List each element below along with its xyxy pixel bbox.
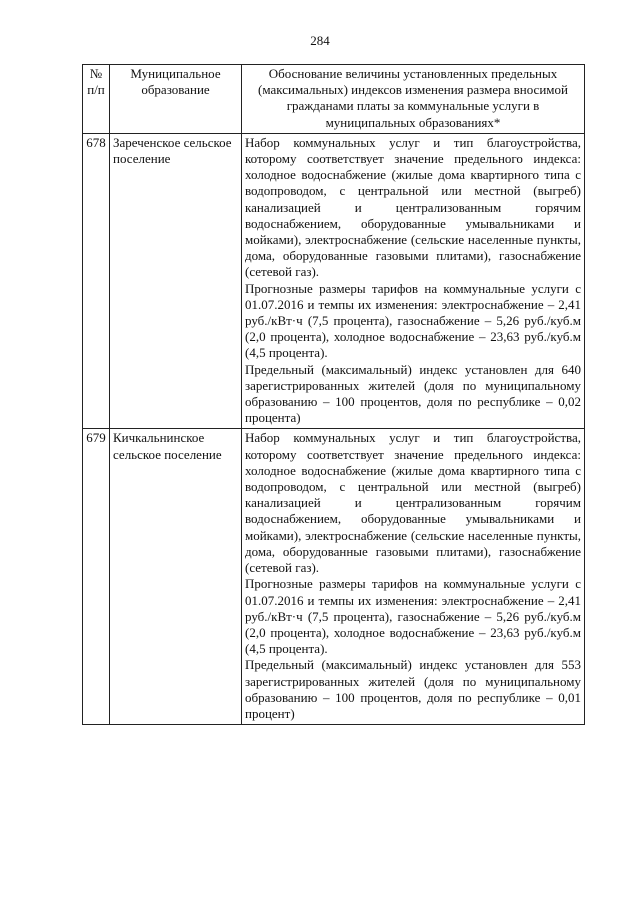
justification-cell: [242, 429, 585, 725]
justification-paragraph: Набор коммунальных услуг и тип благоустройства, которому соответствует значение предельного индекса: холодное водоснабжение (жилые дома квартирного типа с водопроводом, с центральной или местной (выгреб) канализацией и централизованным горячим водоснабжением, оборудованные умывальниками и мойками), электроснабжение (сельские населенные пункты, дома, оборудованные газовыми плитами), газоснабжение (сетевой газ).: [245, 430, 581, 576]
table-header: [83, 65, 585, 134]
row-number: 679: [83, 429, 110, 725]
page-number: 284: [310, 33, 330, 48]
header-row: [83, 65, 585, 134]
column-header-municipality: Муниципальное образование: [110, 65, 242, 134]
table-row: [83, 429, 585, 725]
justification-paragraph: Прогнозные размеры тарифов на коммунальные услуги с 01.07.2016 и темпы их изменения: электроснабжение – 2,41 руб./кВт·ч (7,5 процента), газоснабжение – 5,26 руб./куб.м (2,0 процента), холодное водоснабжение – 23,63 руб./куб.м (4,5 процента).: [245, 576, 581, 657]
justification-paragraph: Прогнозные размеры тарифов на коммунальные услуги с 01.07.2016 и темпы их изменения: электроснабжение – 2,41 руб./кВт·ч (7,5 процента), газоснабжение – 5,26 руб./куб.м (2,0 процента), холодное водоснабжение – 23,63 руб./куб.м (4,5 процента).: [245, 280, 581, 361]
table-row: [83, 133, 585, 429]
municipality-name: Кичкальнинское сельское поселение: [110, 429, 242, 725]
justification-paragraph: Набор коммунальных услуг и тип благоустройства, которому соответствует значение предельного индекса: холодное водоснабжение (жилые дома квартирного типа с водопроводом, с центральной или местной (выгреб) канализацией и централизованным горячим водоснабжением, оборудованные умывальниками и мойками), электроснабжение (сельские населенные пункты, дома, оборудованные газовыми плитами), газоснабжение (сетевой газ).: [245, 134, 581, 280]
justification-paragraph: Предельный (максимальный) индекс установлен для 553 зарегистрированных жителей (доля по муниципальному образованию – 100 процентов, доля по республике – 0,01 процент): [245, 657, 581, 721]
column-header-justification: Обоснование величины установленных предельных (максимальных) индексов изменения размера вносимой гражданами платы за коммунальные услуги в муниципальных образованиях*: [242, 65, 585, 134]
justification-cell: [242, 133, 585, 429]
municipality-name: Зареченское сельское поселение: [110, 133, 242, 429]
tariff-index-table: [82, 64, 585, 725]
row-number: 678: [83, 133, 110, 429]
justification-paragraph: Предельный (максимальный) индекс установлен для 640 зарегистрированных жителей (доля по муниципальному образованию – 100 процентов, доля по республике – 0,02 процента): [245, 361, 581, 426]
column-header-number: № п/п: [83, 65, 110, 134]
table-body: [83, 133, 585, 724]
